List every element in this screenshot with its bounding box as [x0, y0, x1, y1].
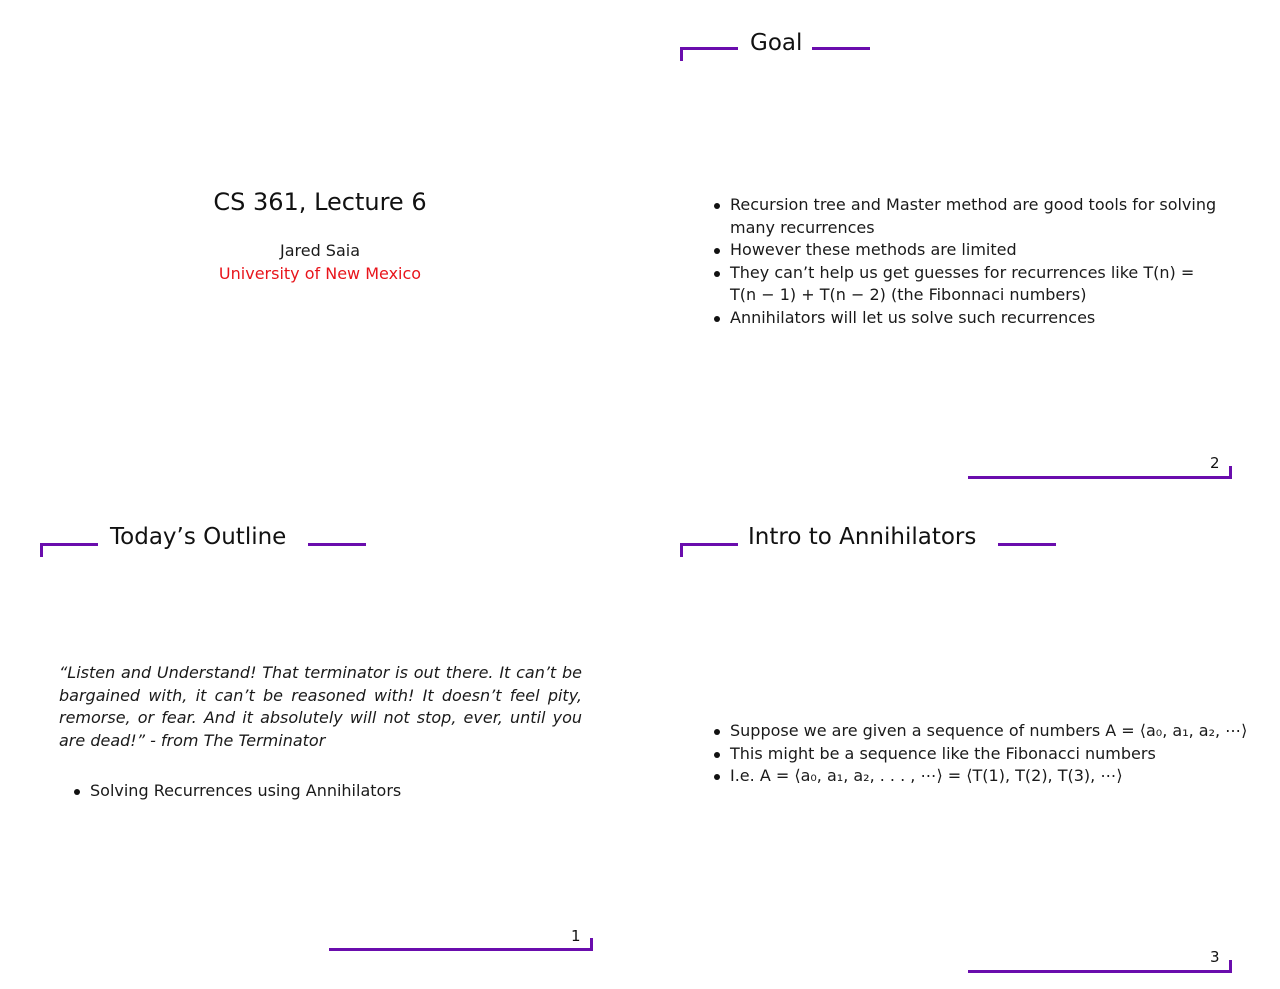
- heading-bracket-right-annihilators: [998, 543, 1056, 546]
- heading-bracket-right-outline: [308, 543, 366, 546]
- list-item: Suppose we are given a sequence of numbers A = ⟨a₀, a₁, a₂, ⋯⟩: [712, 720, 1257, 743]
- heading-bracket-left-outline: [40, 543, 98, 546]
- footer-rule: [329, 948, 593, 951]
- list-item: Recursion tree and Master method are good tools for solving many recurrences: [712, 194, 1224, 239]
- heading-bracket-tick-goal: [680, 47, 683, 61]
- page-number: 3: [1210, 948, 1220, 966]
- outline-heading: Today’s Outline: [110, 524, 287, 550]
- heading-bracket-left-annihilators: [680, 543, 738, 546]
- heading-bracket-tick-outline: [40, 543, 43, 557]
- lecture-title: CS 361, Lecture 6: [213, 188, 427, 216]
- list-item: They can’t help us get guesses for recurrences like T(n) = T(n − 1) + T(n − 2) (the Fibonnaci numbers): [712, 262, 1224, 307]
- heading-bracket-right-goal: [812, 47, 870, 50]
- heading-bracket-tick-annihilators: [680, 543, 683, 557]
- footer-rule-tick: [590, 938, 593, 951]
- heading-bracket-left-goal: [680, 47, 738, 50]
- author-name: Jared Saia: [279, 241, 361, 260]
- annihilators-heading: Intro to Annihilators: [748, 524, 977, 550]
- outline-bullet-list: [72, 780, 572, 803]
- annihilators-bullet-list: [712, 720, 1257, 788]
- page-number: 1: [571, 927, 581, 945]
- list-item: Solving Recurrences using Annihilators: [72, 780, 572, 803]
- list-item: I.e. A = ⟨a₀, a₁, a₂, . . . , ⋯⟩ = ⟨T(1), T(2), T(3), ⋯⟩: [712, 765, 1257, 788]
- goal-heading: Goal: [750, 30, 803, 56]
- list-item: Annihilators will let us solve such recurrences: [712, 307, 1224, 330]
- affiliation: University of New Mexico: [218, 264, 422, 283]
- footer-rule: [968, 476, 1232, 479]
- list-item: This might be a sequence like the Fibonacci numbers: [712, 743, 1257, 766]
- terminator-quote: “Listen and Understand! That terminator is out there. It can’t be bargained with, it can’t be reasoned with! It doesn’t feel pity, remorse, or fear. And it absolutely will not stop, ever, until you are dead!” - from The Terminator: [59, 663, 582, 750]
- footer-rule-tick: [1229, 466, 1232, 479]
- goal-bullet-list: [712, 194, 1224, 329]
- footer-rule-tick: [1229, 960, 1232, 973]
- list-item: However these methods are limited: [712, 239, 1224, 262]
- page-number: 2: [1210, 454, 1220, 472]
- footer-rule: [968, 970, 1232, 973]
